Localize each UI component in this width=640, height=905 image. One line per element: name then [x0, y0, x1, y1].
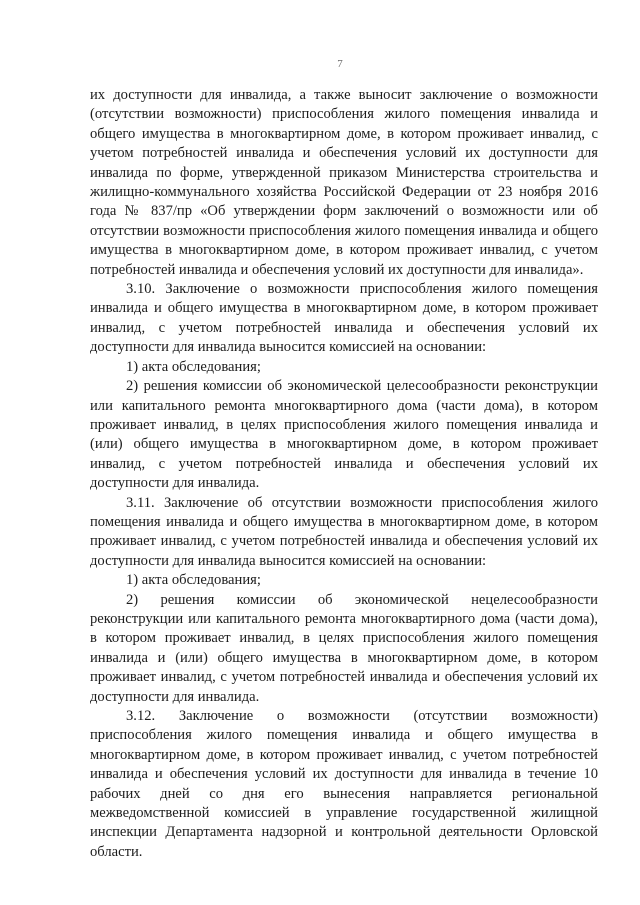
page-number: 7 — [337, 58, 343, 70]
paragraph-3-10-item-1: 1) акта обследования; — [126, 358, 261, 375]
paragraph-3-10-item-2: 2) решения комиссии об экономической целесообразности реконструкции или капитального ремонта многоквартирного дома (части дома), в котором проживает инвалид, в целях приспособления жилого помещения инвалида и (или) общего имущества в многоквартирном доме, в котором проживает инвалид, с учетом потребностей инвалида и обеспечения условий их доступности для инвалида. — [90, 378, 598, 492]
paragraph-continuation: их доступности для инвалида, а также выносит заключение о возможности (отсутствии возможности) приспособления жилого помещения инвалида и общего имущества в многоквартирном доме, в котором проживает инвалид, с учетом потребностей инвалида и обеспечения условий их доступности для инвалида по форме, утвержденной приказом Министерства строительства и жилищно-коммунального хозяйства Российской Федерации от 23 ноября 2016 года № 837/пр «Об утверждении форм заключений о возможности или об отсутствии возможности приспособления жилого помещения инвалида и общего имущества в многоквартирном доме, в котором проживает инвалид, с учетом потребностей инвалида и обеспечения условий их доступности для инвалида». — [90, 87, 598, 278]
paragraph-3-11: 3.11. Заключение об отсутствии возможности приспособления жилого помещения инвалида и общего имущества в многоквартирном доме, в котором проживает инвалид, с учетом потребностей инвалида и обеспечения условий их доступности для инвалида выносится комиссией на основании: — [90, 494, 598, 569]
paragraph-3-10: 3.10. Заключение о возможности приспособления жилого помещения инвалида и общего имущества в многоквартирном доме, в котором проживает инвалид, с учетом потребностей инвалида и обеспечения условий их доступности для инвалида выносится комиссией на основании: — [90, 281, 598, 356]
paragraph-3-11-item-1: 1) акта обследования; — [126, 572, 261, 589]
document-body — [90, 86, 598, 862]
paragraph-3-12: 3.12. Заключение о возможности (отсутствии возможности) приспособления жилого помещения инвалида и общего имущества в многоквартирном доме, в котором проживает инвалид, с учетом потребностей инвалида и обеспечения условий их доступности для инвалида в течение 10 рабочих дней со дня его вынесения направляется региональной межведомственной комиссией в управление государственной жилищной инспекции Департамента надзорной и контрольной деятельности Орловской области. — [90, 708, 598, 860]
paragraph-3-11-item-2: 2) решения комиссии об экономической нецелесообразности реконструкции или капитального ремонта многоквартирного дома (части дома), в котором проживает инвалид, в целях приспособления жилого помещения инвалида и (или) общего имущества в многоквартирном доме, в котором проживает инвалид, с учетом потребностей инвалида и обеспечения условий их доступности для инвалида. — [90, 591, 598, 705]
